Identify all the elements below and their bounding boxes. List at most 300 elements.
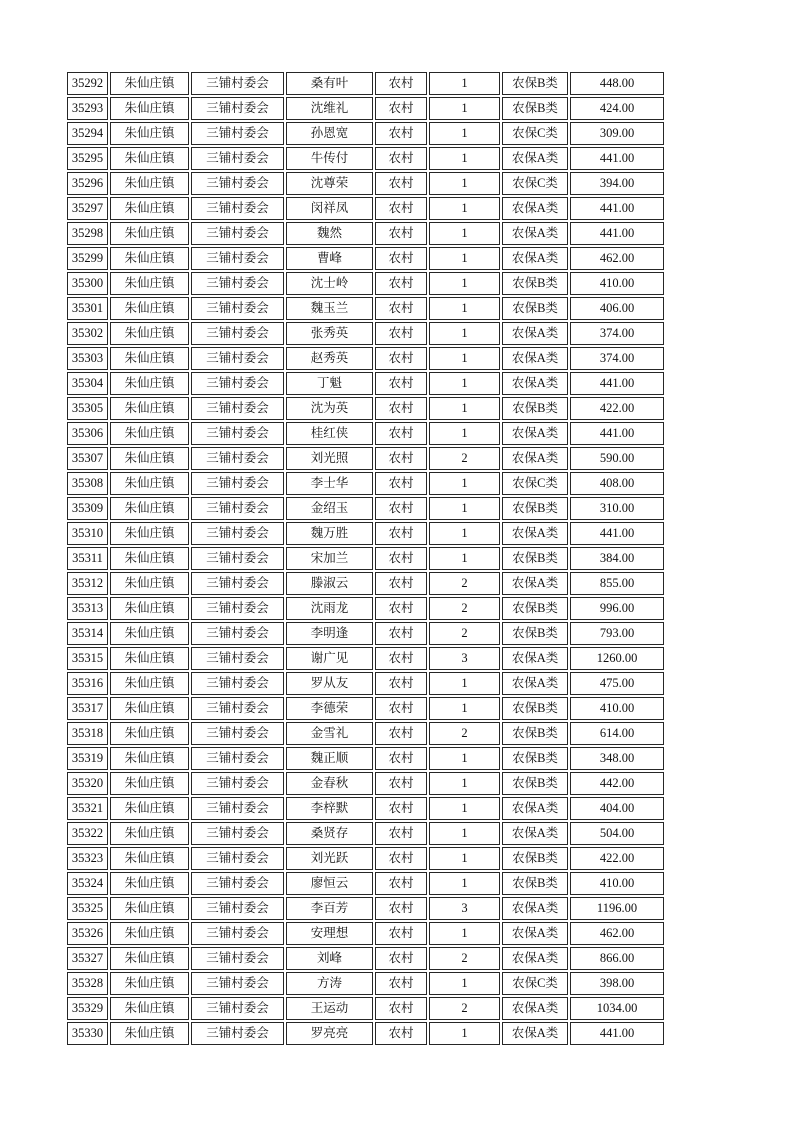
cell-person_count: 1 (429, 972, 500, 995)
cell-person_count: 1 (429, 847, 500, 870)
cell-insurance_category: 农保B类 (502, 72, 568, 95)
cell-amount: 448.00 (570, 72, 664, 95)
cell-town: 朱仙庄镇 (110, 297, 189, 320)
cell-insurance_category: 农保A类 (502, 372, 568, 395)
cell-person_name: 刘光跃 (286, 847, 373, 870)
cell-amount: 422.00 (570, 397, 664, 420)
cell-village: 三铺村委会 (191, 547, 284, 570)
cell-id: 35320 (67, 772, 108, 795)
cell-person_name: 李梓默 (286, 797, 373, 820)
cell-amount: 442.00 (570, 772, 664, 795)
cell-village: 三铺村委会 (191, 747, 284, 770)
cell-village: 三铺村委会 (191, 347, 284, 370)
cell-person_count: 1 (429, 772, 500, 795)
cell-insurance_category: 农保C类 (502, 972, 568, 995)
table-row (67, 272, 664, 295)
cell-town: 朱仙庄镇 (110, 422, 189, 445)
cell-person_name: 沈维礼 (286, 97, 373, 120)
cell-amount: 441.00 (570, 147, 664, 170)
cell-id: 35314 (67, 622, 108, 645)
cell-insurance_category: 农保C类 (502, 122, 568, 145)
cell-village: 三铺村委会 (191, 197, 284, 220)
table-row (67, 622, 664, 645)
cell-insurance_category: 农保B类 (502, 97, 568, 120)
cell-person_count: 2 (429, 597, 500, 620)
cell-person_name: 李明逢 (286, 622, 373, 645)
cell-person_name: 张秀英 (286, 322, 373, 345)
cell-town: 朱仙庄镇 (110, 97, 189, 120)
cell-person_name: 沈为英 (286, 397, 373, 420)
cell-amount: 1260.00 (570, 647, 664, 670)
cell-id: 35304 (67, 372, 108, 395)
cell-town: 朱仙庄镇 (110, 822, 189, 845)
cell-id: 35324 (67, 872, 108, 895)
cell-insurance_category: 农保A类 (502, 522, 568, 545)
cell-person_name: 沈尊荣 (286, 172, 373, 195)
cell-person_count: 2 (429, 622, 500, 645)
cell-person_name: 魏玉兰 (286, 297, 373, 320)
cell-person_count: 1 (429, 422, 500, 445)
cell-amount: 408.00 (570, 472, 664, 495)
cell-village: 三铺村委会 (191, 447, 284, 470)
cell-person_count: 2 (429, 447, 500, 470)
cell-residence_type: 农村 (375, 672, 427, 695)
cell-amount: 406.00 (570, 297, 664, 320)
cell-village: 三铺村委会 (191, 847, 284, 870)
cell-person_count: 1 (429, 272, 500, 295)
cell-person_name: 李德荣 (286, 697, 373, 720)
cell-town: 朱仙庄镇 (110, 597, 189, 620)
cell-person_name: 丁魁 (286, 372, 373, 395)
cell-amount: 855.00 (570, 572, 664, 595)
cell-insurance_category: 农保B类 (502, 747, 568, 770)
cell-id: 35322 (67, 822, 108, 845)
cell-insurance_category: 农保C类 (502, 472, 568, 495)
cell-village: 三铺村委会 (191, 872, 284, 895)
cell-id: 35300 (67, 272, 108, 295)
cell-person_name: 魏然 (286, 222, 373, 245)
table-row (67, 447, 664, 470)
table-row (67, 97, 664, 120)
cell-person_name: 谢广见 (286, 647, 373, 670)
cell-insurance_category: 农保A类 (502, 1022, 568, 1045)
cell-person_count: 1 (429, 297, 500, 320)
cell-village: 三铺村委会 (191, 147, 284, 170)
cell-person_count: 1 (429, 472, 500, 495)
cell-insurance_category: 农保A类 (502, 422, 568, 445)
cell-residence_type: 农村 (375, 797, 427, 820)
cell-id: 35298 (67, 222, 108, 245)
cell-town: 朱仙庄镇 (110, 1022, 189, 1045)
cell-amount: 310.00 (570, 497, 664, 520)
cell-amount: 398.00 (570, 972, 664, 995)
cell-village: 三铺村委会 (191, 1022, 284, 1045)
cell-person_count: 2 (429, 997, 500, 1020)
cell-id: 35310 (67, 522, 108, 545)
cell-village: 三铺村委会 (191, 947, 284, 970)
cell-residence_type: 农村 (375, 372, 427, 395)
cell-residence_type: 农村 (375, 772, 427, 795)
cell-person_name: 宋加兰 (286, 547, 373, 570)
cell-residence_type: 农村 (375, 97, 427, 120)
cell-town: 朱仙庄镇 (110, 122, 189, 145)
table-row (67, 372, 664, 395)
cell-amount: 996.00 (570, 597, 664, 620)
cell-residence_type: 农村 (375, 1022, 427, 1045)
cell-id: 35319 (67, 747, 108, 770)
cell-amount: 384.00 (570, 547, 664, 570)
table-row (67, 972, 664, 995)
cell-person_count: 2 (429, 722, 500, 745)
cell-amount: 410.00 (570, 872, 664, 895)
cell-person_count: 1 (429, 797, 500, 820)
cell-residence_type: 农村 (375, 222, 427, 245)
cell-amount: 374.00 (570, 347, 664, 370)
cell-amount: 462.00 (570, 922, 664, 945)
cell-amount: 422.00 (570, 847, 664, 870)
cell-residence_type: 农村 (375, 322, 427, 345)
cell-town: 朱仙庄镇 (110, 797, 189, 820)
table-row (67, 472, 664, 495)
cell-residence_type: 农村 (375, 922, 427, 945)
cell-insurance_category: 农保B类 (502, 697, 568, 720)
cell-town: 朱仙庄镇 (110, 672, 189, 695)
cell-village: 三铺村委会 (191, 272, 284, 295)
cell-residence_type: 农村 (375, 72, 427, 95)
cell-person_count: 3 (429, 897, 500, 920)
cell-person_name: 刘光照 (286, 447, 373, 470)
cell-town: 朱仙庄镇 (110, 447, 189, 470)
cell-id: 35327 (67, 947, 108, 970)
cell-id: 35308 (67, 472, 108, 495)
table-row (67, 797, 664, 820)
cell-insurance_category: 农保B类 (502, 397, 568, 420)
records-table (65, 70, 666, 1047)
cell-person_name: 李士华 (286, 472, 373, 495)
cell-person_name: 罗从友 (286, 672, 373, 695)
cell-person_count: 1 (429, 672, 500, 695)
cell-person_name: 滕淑云 (286, 572, 373, 595)
cell-town: 朱仙庄镇 (110, 647, 189, 670)
cell-id: 35317 (67, 697, 108, 720)
cell-residence_type: 农村 (375, 572, 427, 595)
cell-person_name: 桑有叶 (286, 72, 373, 95)
cell-insurance_category: 农保C类 (502, 172, 568, 195)
cell-town: 朱仙庄镇 (110, 697, 189, 720)
cell-person_name: 廖恒云 (286, 872, 373, 895)
cell-village: 三铺村委会 (191, 297, 284, 320)
cell-village: 三铺村委会 (191, 597, 284, 620)
cell-village: 三铺村委会 (191, 422, 284, 445)
cell-village: 三铺村委会 (191, 222, 284, 245)
cell-amount: 410.00 (570, 272, 664, 295)
table-row (67, 897, 664, 920)
cell-town: 朱仙庄镇 (110, 72, 189, 95)
cell-insurance_category: 农保B类 (502, 772, 568, 795)
table-row (67, 547, 664, 570)
cell-person_count: 3 (429, 647, 500, 670)
cell-residence_type: 农村 (375, 172, 427, 195)
cell-village: 三铺村委会 (191, 897, 284, 920)
cell-id: 35315 (67, 647, 108, 670)
cell-amount: 394.00 (570, 172, 664, 195)
cell-residence_type: 农村 (375, 272, 427, 295)
cell-town: 朱仙庄镇 (110, 247, 189, 270)
cell-insurance_category: 农保A类 (502, 247, 568, 270)
cell-insurance_category: 农保A类 (502, 347, 568, 370)
cell-id: 35326 (67, 922, 108, 945)
table-row (67, 247, 664, 270)
cell-town: 朱仙庄镇 (110, 847, 189, 870)
cell-village: 三铺村委会 (191, 697, 284, 720)
cell-town: 朱仙庄镇 (110, 872, 189, 895)
cell-person_count: 1 (429, 147, 500, 170)
cell-person_count: 1 (429, 497, 500, 520)
cell-insurance_category: 农保B类 (502, 722, 568, 745)
cell-town: 朱仙庄镇 (110, 897, 189, 920)
cell-village: 三铺村委会 (191, 672, 284, 695)
table-row (67, 922, 664, 945)
cell-person_count: 1 (429, 822, 500, 845)
cell-town: 朱仙庄镇 (110, 197, 189, 220)
cell-amount: 441.00 (570, 372, 664, 395)
cell-village: 三铺村委会 (191, 997, 284, 1020)
cell-amount: 614.00 (570, 722, 664, 745)
cell-id: 35292 (67, 72, 108, 95)
cell-person_count: 1 (429, 522, 500, 545)
table-row (67, 497, 664, 520)
cell-insurance_category: 农保A类 (502, 822, 568, 845)
cell-amount: 374.00 (570, 322, 664, 345)
table-row (67, 522, 664, 545)
cell-town: 朱仙庄镇 (110, 147, 189, 170)
table-row (67, 597, 664, 620)
cell-residence_type: 农村 (375, 472, 427, 495)
cell-id: 35299 (67, 247, 108, 270)
cell-id: 35329 (67, 997, 108, 1020)
table-row (67, 347, 664, 370)
cell-person_count: 1 (429, 172, 500, 195)
cell-person_count: 1 (429, 397, 500, 420)
cell-insurance_category: 农保A类 (502, 447, 568, 470)
cell-person_count: 1 (429, 872, 500, 895)
cell-person_name: 赵秀英 (286, 347, 373, 370)
cell-amount: 424.00 (570, 97, 664, 120)
cell-insurance_category: 农保B类 (502, 597, 568, 620)
cell-person_count: 1 (429, 72, 500, 95)
cell-id: 35296 (67, 172, 108, 195)
cell-id: 35306 (67, 422, 108, 445)
cell-amount: 590.00 (570, 447, 664, 470)
cell-id: 35295 (67, 147, 108, 170)
table-row (67, 72, 664, 95)
cell-person_count: 1 (429, 322, 500, 345)
cell-town: 朱仙庄镇 (110, 572, 189, 595)
cell-village: 三铺村委会 (191, 522, 284, 545)
cell-person_name: 沈雨龙 (286, 597, 373, 620)
cell-village: 三铺村委会 (191, 72, 284, 95)
cell-id: 35293 (67, 97, 108, 120)
cell-person_count: 1 (429, 697, 500, 720)
cell-town: 朱仙庄镇 (110, 172, 189, 195)
cell-id: 35313 (67, 597, 108, 620)
cell-amount: 866.00 (570, 947, 664, 970)
cell-insurance_category: 农保B类 (502, 272, 568, 295)
cell-insurance_category: 农保B类 (502, 297, 568, 320)
table-row (67, 872, 664, 895)
cell-id: 35318 (67, 722, 108, 745)
cell-village: 三铺村委会 (191, 647, 284, 670)
cell-town: 朱仙庄镇 (110, 922, 189, 945)
cell-insurance_category: 农保A类 (502, 897, 568, 920)
cell-id: 35328 (67, 972, 108, 995)
cell-person_name: 刘峰 (286, 947, 373, 970)
cell-insurance_category: 农保A类 (502, 322, 568, 345)
cell-id: 35323 (67, 847, 108, 870)
table-row (67, 747, 664, 770)
cell-residence_type: 农村 (375, 647, 427, 670)
cell-amount: 441.00 (570, 222, 664, 245)
cell-id: 35297 (67, 197, 108, 220)
cell-town: 朱仙庄镇 (110, 497, 189, 520)
cell-amount: 1196.00 (570, 897, 664, 920)
cell-village: 三铺村委会 (191, 572, 284, 595)
cell-town: 朱仙庄镇 (110, 772, 189, 795)
cell-village: 三铺村委会 (191, 172, 284, 195)
table-row (67, 222, 664, 245)
cell-village: 三铺村委会 (191, 797, 284, 820)
cell-insurance_category: 农保A类 (502, 797, 568, 820)
cell-person_name: 桑贤存 (286, 822, 373, 845)
cell-id: 35316 (67, 672, 108, 695)
cell-amount: 475.00 (570, 672, 664, 695)
cell-village: 三铺村委会 (191, 772, 284, 795)
cell-id: 35305 (67, 397, 108, 420)
cell-residence_type: 农村 (375, 497, 427, 520)
table-row (67, 572, 664, 595)
cell-person_name: 安理想 (286, 922, 373, 945)
cell-town: 朱仙庄镇 (110, 222, 189, 245)
table-row (67, 297, 664, 320)
cell-person_count: 2 (429, 572, 500, 595)
cell-id: 35294 (67, 122, 108, 145)
cell-person_name: 金春秋 (286, 772, 373, 795)
cell-residence_type: 农村 (375, 722, 427, 745)
cell-insurance_category: 农保A类 (502, 672, 568, 695)
cell-residence_type: 农村 (375, 847, 427, 870)
cell-person_count: 1 (429, 97, 500, 120)
cell-town: 朱仙庄镇 (110, 397, 189, 420)
cell-town: 朱仙庄镇 (110, 997, 189, 1020)
records-table-body (67, 72, 664, 1045)
cell-village: 三铺村委会 (191, 472, 284, 495)
table-row (67, 122, 664, 145)
cell-person_name: 金绍玉 (286, 497, 373, 520)
cell-amount: 1034.00 (570, 997, 664, 1020)
table-row (67, 697, 664, 720)
cell-residence_type: 农村 (375, 997, 427, 1020)
cell-residence_type: 农村 (375, 447, 427, 470)
cell-insurance_category: 农保A类 (502, 947, 568, 970)
cell-id: 35312 (67, 572, 108, 595)
cell-insurance_category: 农保B类 (502, 497, 568, 520)
cell-id: 35325 (67, 897, 108, 920)
cell-insurance_category: 农保A类 (502, 147, 568, 170)
cell-person_name: 魏正顺 (286, 747, 373, 770)
cell-person_count: 1 (429, 547, 500, 570)
cell-insurance_category: 农保A类 (502, 222, 568, 245)
table-row (67, 772, 664, 795)
cell-village: 三铺村委会 (191, 372, 284, 395)
cell-residence_type: 农村 (375, 247, 427, 270)
cell-person_count: 1 (429, 197, 500, 220)
cell-town: 朱仙庄镇 (110, 722, 189, 745)
cell-id: 35309 (67, 497, 108, 520)
cell-village: 三铺村委会 (191, 397, 284, 420)
cell-id: 35321 (67, 797, 108, 820)
cell-insurance_category: 农保A类 (502, 997, 568, 1020)
cell-town: 朱仙庄镇 (110, 547, 189, 570)
cell-id: 35311 (67, 547, 108, 570)
cell-village: 三铺村委会 (191, 622, 284, 645)
table-row (67, 672, 664, 695)
cell-person_count: 1 (429, 347, 500, 370)
cell-town: 朱仙庄镇 (110, 947, 189, 970)
cell-town: 朱仙庄镇 (110, 622, 189, 645)
cell-village: 三铺村委会 (191, 722, 284, 745)
cell-person_name: 王运动 (286, 997, 373, 1020)
cell-village: 三铺村委会 (191, 322, 284, 345)
cell-village: 三铺村委会 (191, 972, 284, 995)
cell-person_name: 罗亮亮 (286, 1022, 373, 1045)
cell-person_name: 桂红侠 (286, 422, 373, 445)
cell-village: 三铺村委会 (191, 922, 284, 945)
cell-residence_type: 农村 (375, 147, 427, 170)
cell-person_count: 1 (429, 372, 500, 395)
cell-person_count: 1 (429, 122, 500, 145)
cell-residence_type: 农村 (375, 522, 427, 545)
cell-village: 三铺村委会 (191, 822, 284, 845)
cell-insurance_category: 农保B类 (502, 872, 568, 895)
cell-amount: 441.00 (570, 1022, 664, 1045)
cell-insurance_category: 农保A类 (502, 197, 568, 220)
cell-id: 35303 (67, 347, 108, 370)
cell-person_name: 孙恩宽 (286, 122, 373, 145)
cell-insurance_category: 农保A类 (502, 922, 568, 945)
table-row (67, 947, 664, 970)
cell-amount: 441.00 (570, 422, 664, 445)
cell-person_count: 1 (429, 1022, 500, 1045)
table-row (67, 397, 664, 420)
cell-amount: 462.00 (570, 247, 664, 270)
table-row (67, 822, 664, 845)
table-row (67, 197, 664, 220)
cell-amount: 441.00 (570, 522, 664, 545)
cell-town: 朱仙庄镇 (110, 522, 189, 545)
cell-insurance_category: 农保B类 (502, 547, 568, 570)
cell-person_name: 曹峰 (286, 247, 373, 270)
cell-person_name: 牛传付 (286, 147, 373, 170)
cell-residence_type: 农村 (375, 422, 427, 445)
cell-amount: 309.00 (570, 122, 664, 145)
table-row (67, 1022, 664, 1045)
cell-residence_type: 农村 (375, 597, 427, 620)
cell-residence_type: 农村 (375, 347, 427, 370)
cell-amount: 441.00 (570, 197, 664, 220)
cell-id: 35330 (67, 1022, 108, 1045)
cell-residence_type: 农村 (375, 897, 427, 920)
cell-amount: 410.00 (570, 697, 664, 720)
